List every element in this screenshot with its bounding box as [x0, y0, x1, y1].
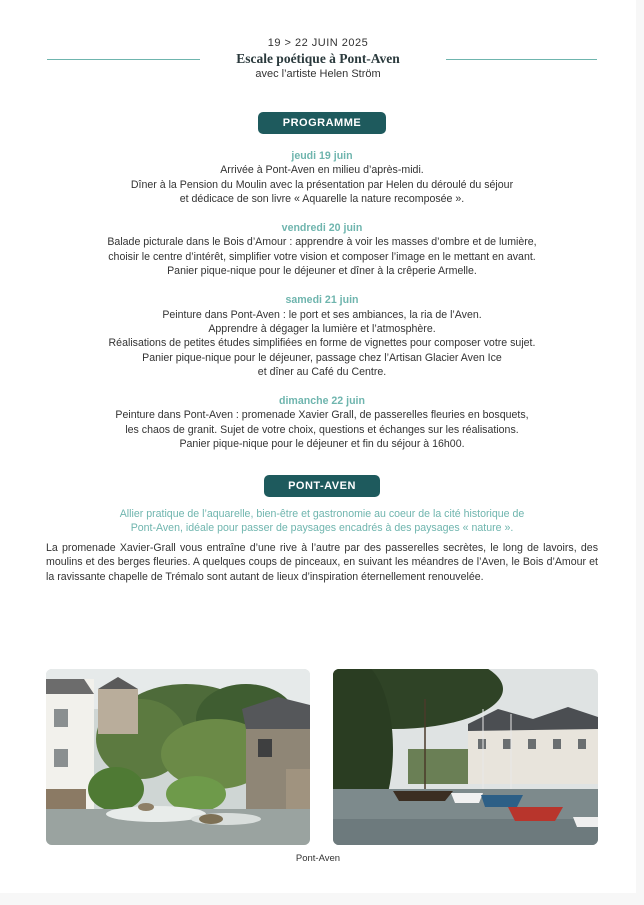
programme-section [40, 149, 604, 466]
day-block [40, 221, 604, 278]
photo-caption: Pont-Aven [295, 853, 341, 864]
day-title: jeudi 19 juin [291, 150, 353, 162]
harbour-photo [333, 669, 598, 845]
river-photo [46, 669, 310, 845]
programme-heading: PROGRAMME [258, 112, 386, 134]
day-title: vendredi 20 juin [281, 222, 363, 235]
pont-aven-heading: PONT-AVEN [264, 475, 380, 497]
day-line: Balade picturale dans le Bois d’Amour : apprendre à voir les masses d’ombre et de lumière, [107, 236, 537, 249]
event-dates: 19 > 22 JUIN 2025 [267, 37, 369, 49]
day-block [40, 149, 604, 206]
day-line: Dîner à la Pension du Moulin avec la présentation par Helen du déroulé du séjour [130, 178, 514, 191]
day-line: Panier pique-nique pour le déjeuner et dîner à la crêperie Armelle. [167, 265, 477, 278]
day-line: Panier pique-nique pour le déjeuner, passage chez l’Artisan Glacier Aven Ice [142, 351, 502, 364]
day-line: et dîner au Café du Centre. [257, 365, 387, 378]
day-title: samedi 21 juin [285, 294, 359, 307]
day-line: les chaos de granit. Sujet de votre choix, questions et échanges sur les réalisations. [125, 423, 519, 436]
day-line: choisir le centre d’intérêt, simplifier votre vision et composer l’image en le mettant en avant. [108, 250, 536, 263]
day-line: et dédicace de son livre « Aquarelle la nature recomposée ». [179, 192, 465, 205]
event-title: Escale poétique à Pont-Aven [236, 51, 400, 66]
day-line: Arrivée à Pont-Aven en milieu d’après-midi. [220, 164, 424, 177]
day-title: dimanche 22 juin [279, 395, 365, 408]
intro-line: Pont-Aven, idéale pour passer de paysages encadrés à des paysages « nature ». [130, 522, 514, 535]
day-line: Apprendre à dégager la lumière et l’atmosphère. [208, 322, 436, 335]
event-subtitle: avec l’artiste Helen Ström [255, 68, 381, 80]
pont-aven-body: La promenade Xavier-Grall vous entraîne d’une rive à l’autre par des passerelles secrètes, le long de lavoirs, des moulins et des berges fleuries. A quelques coups de pinceaux, en suivant les méandres de l’Aven, le Bois d’Amour et la ravissante chapelle de Trémalo sont autant de lieux d’inspiration éternellement renouvelée. [46, 542, 598, 583]
intro-line: Allier pratique de l’aquarelle, bien-être et gastronomie au coeur de la cité historique de [119, 508, 525, 520]
pont-aven-intro [60, 507, 584, 536]
day-line: Peinture dans Pont-Aven : promenade Xavier Grall, de passerelles fleuries en bosquets, [115, 409, 529, 422]
day-block [40, 293, 604, 379]
day-line: Réalisations de petites études simplifiées en forme de vignettes pour composer votre sujet. [108, 337, 536, 350]
day-line: Peinture dans Pont-Aven : le port et ses ambiances, la ria de l’Aven. [162, 308, 482, 321]
day-line: Panier pique-nique pour le déjeuner et fin du séjour à 16h00. [179, 438, 465, 451]
day-block [40, 394, 604, 451]
